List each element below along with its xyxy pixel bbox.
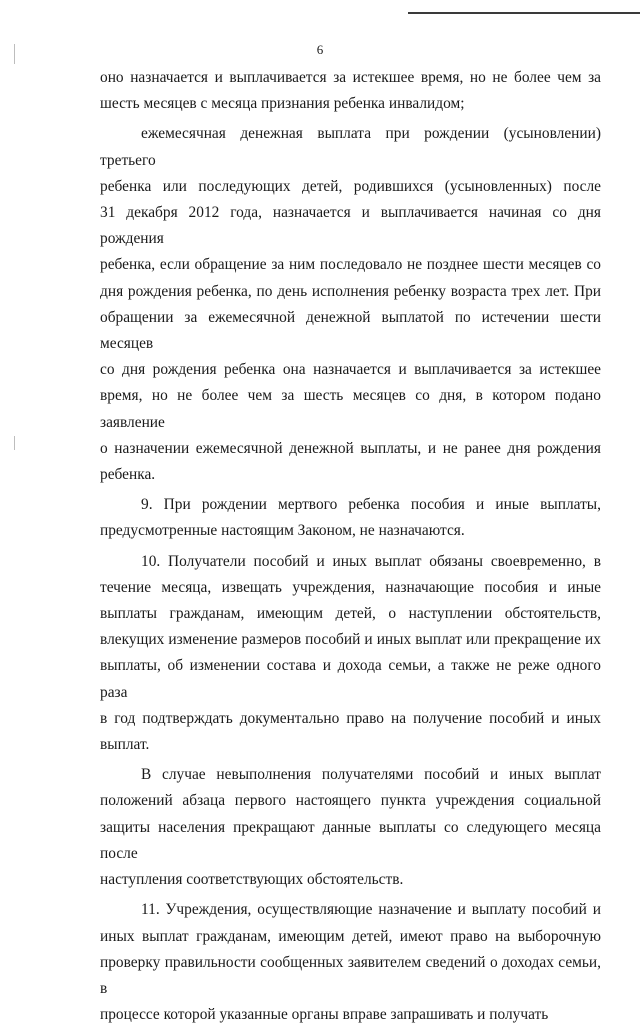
paragraph-4-line: влекущих изменение размеров пособий и иных выплат или прекращение их	[100, 631, 601, 649]
paragraph-2-line: о назначении ежемесячной денежной выплаты, и не ранее дня рождения	[100, 439, 601, 457]
page-number: 6	[316, 42, 324, 57]
paragraph-3-line: 9. При рождении мертвого ребенка пособия и иные выплаты,	[141, 496, 601, 514]
paragraph-2-line: со дня рождения ребенка она назначается и выплачивается за истекшее	[100, 361, 601, 379]
paragraph-2-line: ежемесячная денежная выплата при рождении (усыновлении) третьего	[100, 125, 601, 169]
paragraph-4-line: выплаты гражданам, имеющим детей, о наступлении обстоятельств,	[100, 605, 601, 623]
paragraph-5-line: защиты населения прекращают данные выплаты со следующего месяца после	[100, 818, 601, 862]
paragraph-6-line: 11. Учреждения, осуществляющие назначение и выплату пособий и	[141, 901, 601, 919]
paragraph-4-line: 10. Получатели пособий и иных выплат обязаны своевременно, в	[141, 552, 601, 570]
paragraph-6-line: процессе которой указанные органы вправе запрашивать и получать	[100, 1006, 549, 1024]
paragraph-2-line: ребенка, если обращение за ним последовало не позднее шести месяцев со	[100, 256, 601, 274]
paragraph-1-line: оно назначается и выплачивается за истекшее время, но не более чем за	[100, 69, 601, 86]
paragraph-2-line: время, но не более чем за шесть месяцев со дня, в котором подано заявление	[100, 387, 601, 431]
paragraph-1-line: шесть месяцев с месяца признания ребенка инвалидом;	[100, 95, 465, 113]
paragraph-2-line: ребенка.	[100, 466, 156, 484]
paragraph-4-line: выплат.	[100, 736, 150, 754]
paragraph-4-line: течение месяца, извещать учреждения, назначающие пособия и иные	[100, 578, 601, 596]
paragraph-4-line: выплаты, об изменении состава и дохода семьи, а также не реже одного раза	[100, 657, 601, 701]
paragraph-6-line: проверку правильности сообщенных заявителем сведений о доходах семьи, в	[100, 953, 601, 997]
scan-margin-mark	[14, 436, 15, 450]
paragraph-2-line: ребенка или последующих детей, родившихся (усыновленных) после	[100, 177, 601, 195]
paragraph-3-line: предусмотренные настоящим Законом, не назначаются.	[100, 522, 465, 540]
paragraph-5-line: положений абзаца первого настоящего пункта учреждения социальной	[100, 792, 601, 810]
paragraph-6-line: иных выплат гражданам, имеющим детей, имеют право на выборочную	[100, 927, 601, 945]
paragraph-4-line: в год подтверждать документально право на получение пособий и иных	[100, 709, 601, 727]
paragraph-2-line: 31 декабря 2012 года, назначается и выплачивается начиная со дня рождения	[100, 204, 601, 248]
paragraph-5-line: наступления соответствующих обстоятельств.	[100, 871, 404, 889]
paragraph-5-line: В случае невыполнения получателями пособий и иных выплат	[141, 766, 601, 784]
paragraph-2-line: дня рождения ребенка, по день исполнения ребенку возраста трех лет. При	[100, 282, 601, 300]
document-body	[100, 65, 601, 1028]
scan-edge-line	[408, 12, 640, 14]
paragraph-2-line: обращении за ежемесячной денежной выплатой по истечении шести месяцев	[100, 308, 601, 353]
